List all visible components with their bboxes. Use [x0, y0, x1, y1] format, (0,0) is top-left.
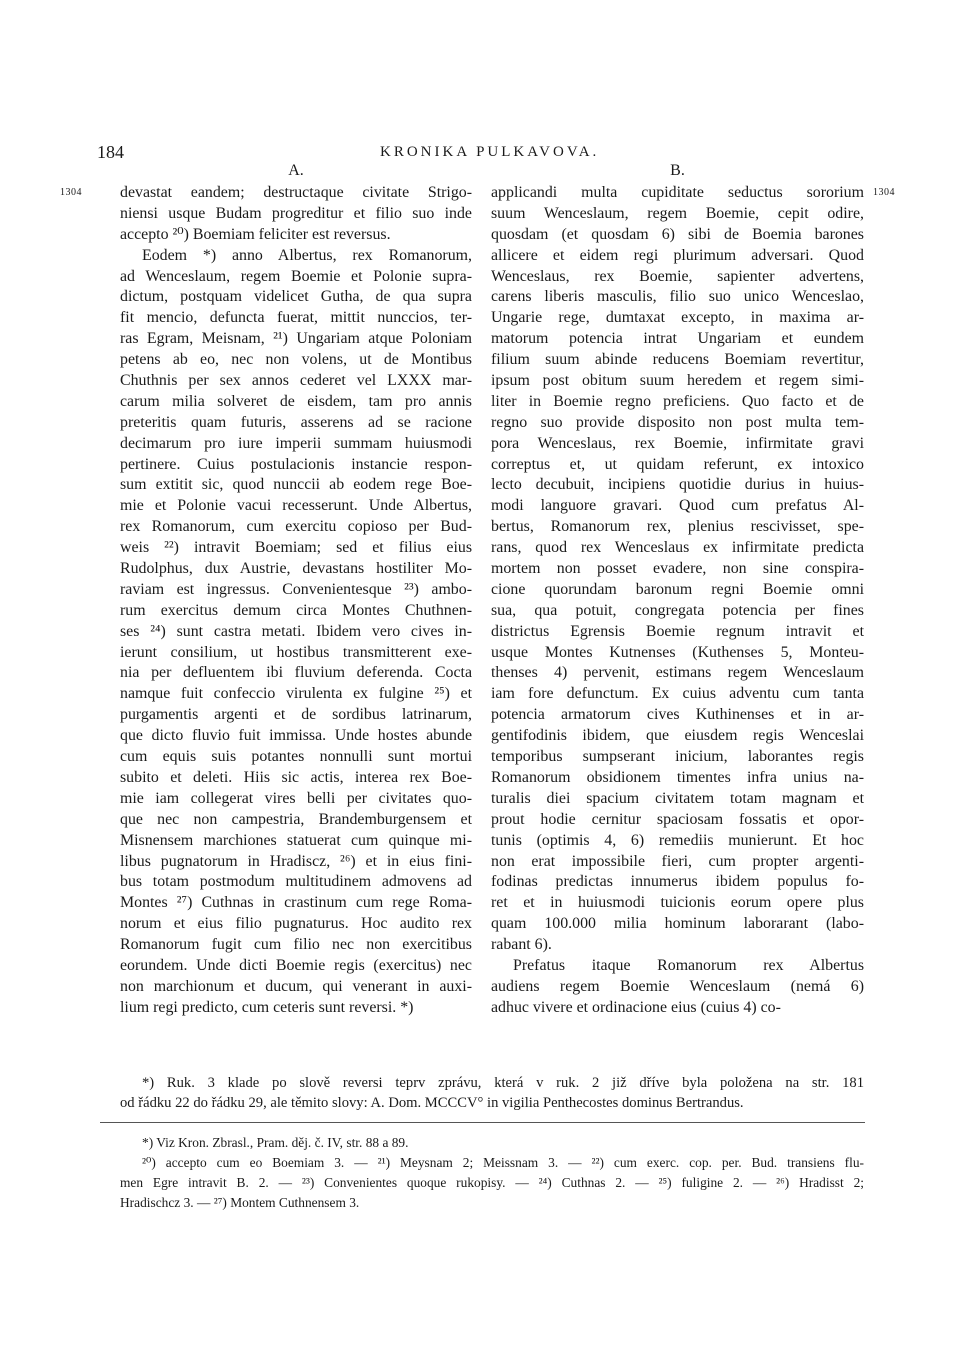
column-a — [120, 158, 472, 1019]
column-a-line: mie iam collegerat vires belli per civitates quo- — [120, 789, 472, 807]
column-b-line: adhuc vivere et ordinacione eius (cuius 4) co- — [491, 998, 781, 1016]
column-a-line: accepto ²⁰) Boemiam feliciter est reversus. — [120, 225, 391, 243]
running-title: KRONIKA PULKAVOVA. — [380, 144, 600, 160]
column-a-line: sum extitit sic, quod nunccii ab eodem rege Boe- — [120, 476, 472, 494]
column-b-line: fodinas predictas innumerus ibidem populus fo- — [491, 873, 864, 891]
column-b-line: matorum potencia intrat Ungariam et eundem — [491, 330, 864, 348]
footnote-divider — [100, 1122, 865, 1123]
manuscript-note — [120, 1073, 864, 1113]
column-b-line: pora Wenceslaus, rex Boemie, infirmitate gravi — [491, 434, 864, 452]
column-a-line: rum exercitus demum circa Montes Chuthnen- — [120, 601, 472, 619]
column-b-line: filium suum abinde reducens Boemiam revertitur, — [491, 351, 864, 369]
column-b-line: audiens regem Boemie Wenceslaum (nemá 6) — [491, 977, 864, 995]
column-a-line: norum et eius filio pugnaturus. Hoc audito rex — [120, 915, 472, 933]
column-b-line: potencia armatorum cives Kuthinenses et in ar- — [491, 706, 864, 724]
column-a-line: que nec non campestria, Brandemburgensem et — [120, 810, 472, 828]
column-b-line: sua, qua potuit, congregata potencia per fines — [491, 601, 864, 619]
column-b-line: prout hodie cernitur spaciosam fossatis et opor- — [491, 810, 864, 828]
column-b-line: bertus, Romanorum rex, plenius rescivisset, spe- — [491, 518, 864, 536]
column-b-line: temporibus sumpserant inicium, laborantes regis — [491, 748, 864, 766]
column-a-line: weis ²²) intravit Boemiam; sed et filius eius — [120, 539, 472, 557]
column-a-line: ad Wenceslaum, regem Boemie et Polonie supra- — [120, 267, 472, 285]
column-a-line: cum equis suis potantes nonnulli sunt mortui — [120, 748, 472, 766]
footnote-line: men Egre intravit B. 2. — ²³) Convenientes quoque rukopisy. — ²⁴) Cuthnas 2. — ²⁵) fuligine 2. — ²⁶) Hradisst 2; — [120, 1175, 864, 1190]
column-b-line: Prefatus itaque Romanorum rex Albertus — [513, 956, 864, 974]
column-a-line: niensi usque Budam progreditur et filio suo inde — [120, 204, 472, 222]
page-number: 184 — [97, 142, 124, 162]
footnote-line: Hradischcz 3. — ²⁷) Montem Cuthnensem 3. — [120, 1195, 360, 1210]
column-b-line: regno suo provide disposito non post multa tem- — [491, 413, 864, 431]
column-b-line: lecto decubuit, incipiens quotidie durius in huius- — [491, 476, 864, 494]
column-a-line: ras Egram, Meisnam, ²¹) Ungariam atque Poloniam — [120, 330, 472, 348]
column-b-line: mortem non posset evadere, non sine conspira- — [491, 560, 864, 578]
column-a-line: que dicto fluvio fuit immissa. Unde hostes abunde — [120, 727, 472, 745]
column-b-line: Ungarie rege, dumtaxat excepto, in maxima ar- — [491, 309, 864, 327]
footnote-line: ²⁰) accepto cum eo Boemiam 3. — ²¹) Meysnam 2; Meissnam 3. — ²²) cum exerc. cop. per. Bud. transiens flu- — [142, 1155, 864, 1170]
manuscript-note-line: od řádku 22 do řádku 29, ale těmito slovy: A. Dom. MCCCV° in vigilia Penthecostes dominus Bertrandus. — [120, 1095, 744, 1111]
column-a-line: Montes ²⁷) Cuthnas in crastinum cum rege Roma- — [120, 894, 472, 912]
column-a-line: subito et deleti. Hiis sic actis, interea rex Boe- — [120, 768, 472, 786]
column-b-line: Wenceslaus, rex Boemie, sapienter advertens, — [491, 267, 864, 285]
column-a-line: Rudolphus, dux Austrie, devastans hostiliter Mo- — [120, 560, 472, 578]
year-marker-left: 1304 — [60, 187, 82, 198]
column-a-line: Eodem *) anno Albertus, rex Romanorum, — [142, 246, 472, 264]
column-a-text — [120, 183, 472, 1019]
column-b-line: gentifodinis ibidem, que eiusdem regis Wenceslai — [491, 727, 864, 745]
column-a-line: rex Romanorum, cum exercitu copioso per Bud- — [120, 518, 472, 536]
column-a-line: eorundem. Unde dicti Boemie regis (exercitus) nec — [120, 956, 472, 974]
column-b-line: usque Montes Kutnenses (Kuthenses 5, Monteu- — [491, 643, 864, 661]
column-b-line: thenses 4) pervenit, estimans regem Wenceslaum — [491, 664, 864, 682]
column-a-line: Misnensem marchiones statuerat cum quinque mi- — [120, 831, 472, 849]
column-b-heading: B. — [670, 162, 685, 179]
column-b-line: allicere et eidem regi plurimum adversari. Quod — [491, 246, 864, 264]
column-b-line: tunis (optimis 4, 6) remediis munierunt. Et hoc — [491, 831, 864, 849]
column-a-line: mie et Polonie vacui recesserunt. Unde Albertus, — [120, 497, 472, 515]
column-a-line: lium regi predicto, cum ceteris sunt reversi. *) — [120, 998, 414, 1016]
column-a-line: nia per defluentem ibi fluvium deferenda. Cocta — [120, 664, 472, 682]
column-a-line: fit mencio, defuncta fuerat, mittit nunccios, ter- — [120, 309, 472, 327]
column-b-line: suum Wenceslaum, regem Boemie, cepit odire, — [491, 204, 864, 222]
column-a-line: carum milia solveret de eisdem, tam pro annis — [120, 392, 472, 410]
column-b-text — [491, 183, 864, 1019]
column-b-line: carens liberis masculis, filio suo unico Wenceslao, — [491, 288, 864, 306]
column-b-line: cione quorundam baronum regni Boemie omni — [491, 580, 864, 598]
column-b-line: correptus et, ut quidam referunt, ex intoxico — [491, 455, 864, 473]
column-b-line: rans, quod rex Wenceslaus ex infirmitate predicta — [491, 539, 864, 557]
footnote-line: *) Viz Kron. Zbrasl., Pram. děj. č. IV, str. 88 a 89. — [142, 1135, 409, 1150]
column-b-line: iam fore defunctum. Ex cuius adventu cum tanta — [491, 685, 864, 703]
column-a-line: purgamentis argenti et de sordibus latrinarum, — [120, 706, 472, 724]
column-b-line: Romanorum obsidionem timentes infra unius na- — [491, 768, 864, 786]
column-b-line: non erat impossibile fieri, cum propter argenti- — [491, 852, 864, 870]
column-b — [491, 158, 864, 1019]
manuscript-note-line: *) Ruk. 3 klade po slově reversi teprv zprávu, která v ruk. 2 již dříve byla položena na str. 181 — [142, 1075, 864, 1091]
column-b-line: quam 100.000 milia hominum laborarant (labo- — [491, 915, 864, 933]
column-a-line: namque fuit confeccio virulenta ex fulgine ²⁵) et — [120, 685, 472, 703]
column-b-line: rabant 6). — [491, 936, 552, 954]
column-a-line: decimarum pro iure imperii summam huiusmodi — [120, 434, 472, 452]
column-a-line: preteritis quam futuris, asserens ad se racione — [120, 413, 472, 431]
column-a-line: non marchionum et ducum, qui venerant in auxi- — [120, 977, 472, 995]
column-b-line: districtus Egrensis Boemie regnum intravit et — [491, 622, 864, 640]
column-b-line: ret et in huiusmodi tuicionis eorum opere plus — [491, 894, 864, 912]
column-a-line: dictum, postquam videlicet Gutha, de qua supra — [120, 288, 472, 306]
column-b-line: turalis diei spacium civitatem totam magnam et — [491, 789, 864, 807]
column-a-line: pertinere. Cuius postulacionis instancie respon- — [120, 455, 472, 473]
column-b-line: quosdam (et quosdam 6) sibi de Boemia barones — [491, 225, 864, 243]
column-b-line: liter in Boemie regno preficiens. Quo facto et de — [491, 392, 864, 410]
column-a-line: bus totam postmodum multitudinem admovens ad — [120, 873, 472, 891]
year-marker-right: 1304 — [873, 187, 895, 198]
column-a-line: petens ab eo, nec non volens, ut de Montibus — [120, 351, 472, 369]
column-a-heading: A. — [288, 162, 304, 179]
footnotes — [120, 1133, 864, 1213]
column-a-line: raviam est ingressus. Convenientesque ²³) ambo- — [120, 580, 472, 598]
column-b-line: modi languore gravari. Quod cum prefatus Al- — [491, 497, 864, 515]
column-a-line: Chuthnis per sex annos cederet vel LXXX mar- — [120, 372, 472, 390]
column-b-line: ipsum post obitum suum heredem et regem simi- — [491, 372, 864, 390]
column-a-line: devastat eandem; destructaque civitate Strigo- — [120, 184, 472, 201]
column-a-line: libus pugnatorum in Hradiscz, ²⁶) et in eius fini- — [120, 852, 472, 870]
column-a-line: ierunt consilium, ut hostibus transmitterent exe- — [120, 643, 472, 661]
column-a-line: Romanorum fugit cum filio nec non exercitibus — [120, 936, 472, 954]
column-a-line: ses ²⁴) sunt castra metati. Ibidem vero cives in- — [120, 622, 472, 640]
column-b-line: applicandi multa cupiditate seductus sororium — [491, 184, 864, 201]
